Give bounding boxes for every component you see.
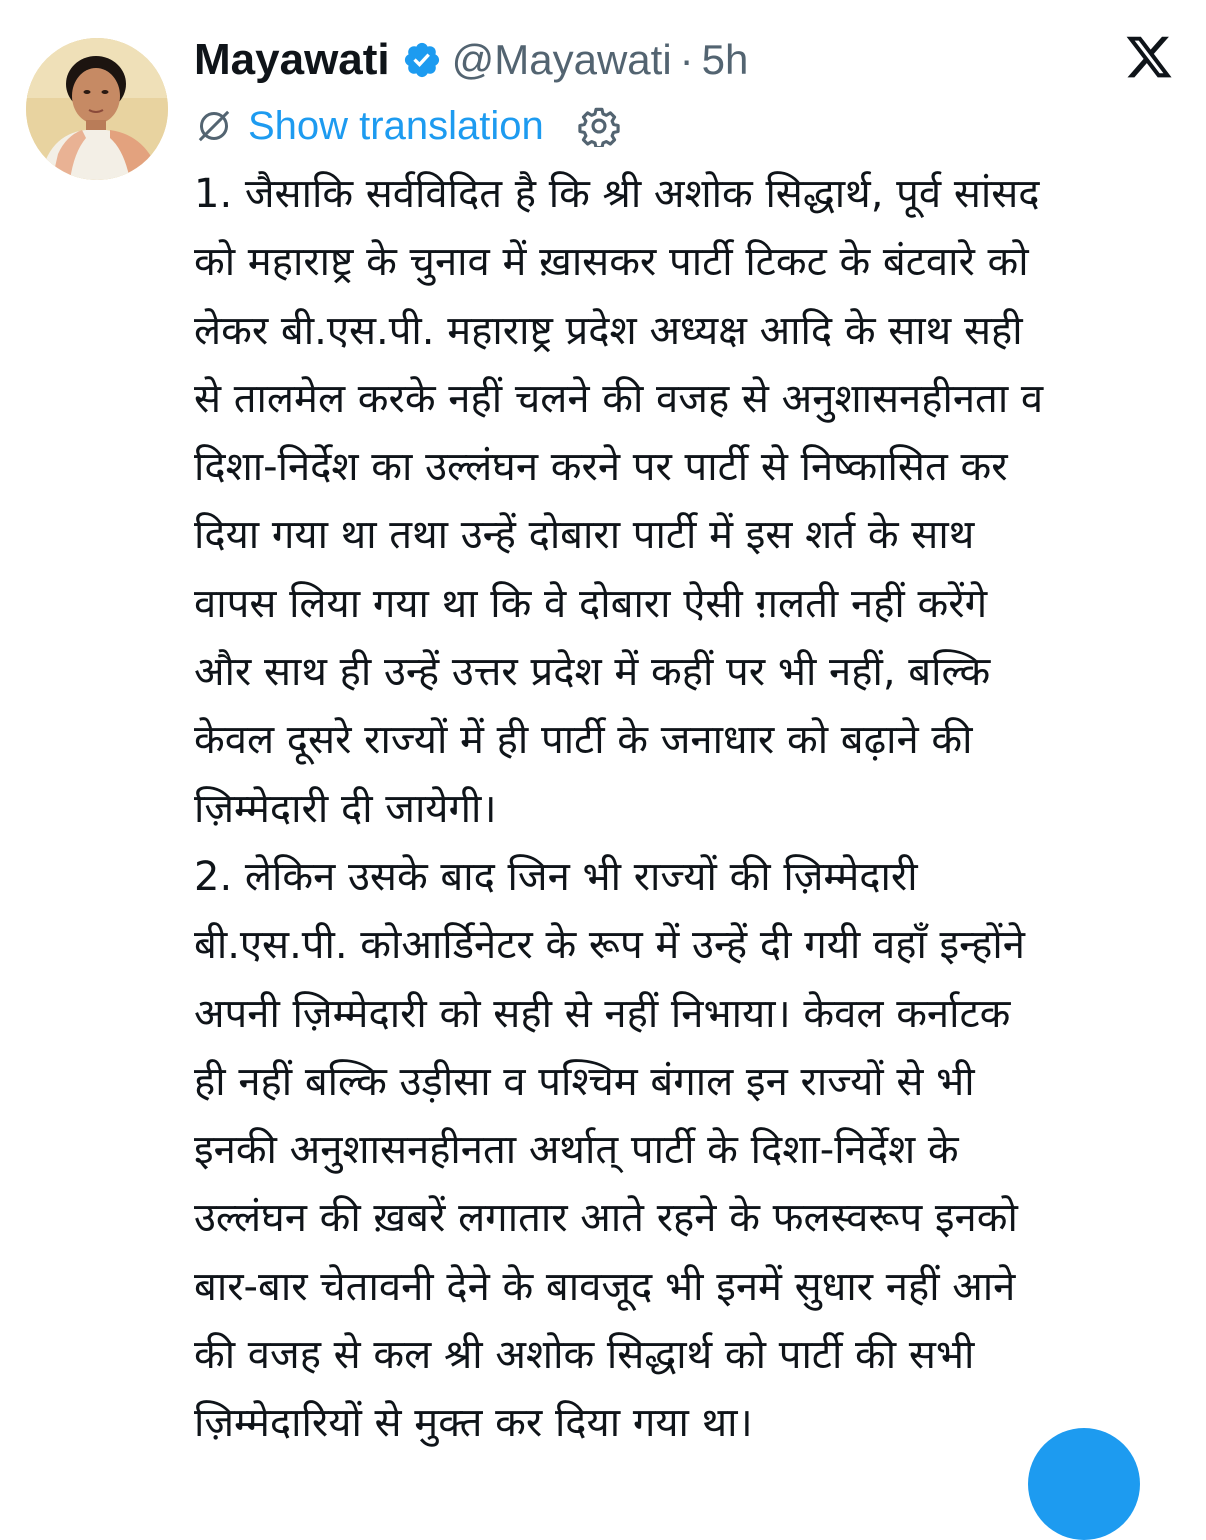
tweet-text xyxy=(194,160,1184,1458)
author-name[interactable]: Mayawati xyxy=(194,35,390,84)
author-handle[interactable]: @Mayawati xyxy=(451,36,672,83)
tweet-line: केवल दूसरे राज्यों में ही पार्टी के जनाधार को बढ़ाने की xyxy=(194,717,973,764)
avatar-photo xyxy=(26,38,168,180)
tweet-line: उल्लंघन की ख़बरें लगातार आते रहने के फलस्वरूप इनको xyxy=(194,1195,1018,1242)
tweet-line: की वजह से कल श्री अशोक सिद्धार्थ को पार्टी की सभी xyxy=(194,1332,975,1379)
tweet-line: बार-बार चेतावनी देने के बावजूद भी इनमें सुधार नहीं आने xyxy=(194,1263,1016,1310)
tweet-header xyxy=(194,30,748,90)
tweet-line: ज़िम्मेदारियों से मुक्त कर दिया गया था। xyxy=(194,1400,753,1447)
tweet-line: लेकर बी.एस.पी. महाराष्ट्र प्रदेश अध्यक्ष आदि के साथ सही xyxy=(194,307,1023,354)
translate-icon xyxy=(194,106,234,146)
tweet-line: वापस लिया गया था कि वे दोबारा ऐसी ग़लती नहीं करेंगे xyxy=(194,580,988,627)
tweet-line: अपनी ज़िम्मेदारी को सही से नहीं निभाया। केवल कर्नाटक xyxy=(194,990,1011,1037)
tweet-line: को महाराष्ट्र के चुनाव में ख़ासकर पार्टी टिकट के बंटवारे को xyxy=(194,239,1029,286)
tweet-line: 1. जैसाकि सर्वविदित है कि श्री अशोक सिद्धार्थ, पूर्व सांसद xyxy=(194,171,1040,217)
avatar[interactable] xyxy=(26,38,168,180)
translation-row xyxy=(194,100,620,152)
tweet-line: बी.एस.पी. कोआर्डिनेटर के रूप में उन्हें दी गयी वहाँ इन्होंने xyxy=(194,922,1025,969)
floating-action-button[interactable] xyxy=(1028,1428,1140,1540)
tweet-line: और साथ ही उन्हें उत्तर प्रदेश में कहीं पर भी नहीं, बल्कि xyxy=(194,649,991,696)
tweet-line: दिया गया था तथा उन्हें दोबारा पार्टी में इस शर्त के साथ xyxy=(194,512,975,559)
tweet-line: 2. लेकिन उसके बाद जिन भी राज्यों की ज़िम्मेदारी xyxy=(194,853,918,900)
tweet-line: दिशा-निर्देश का उल्लंघन करने पर पार्टी से निष्कासित कर xyxy=(194,444,1008,491)
verified-badge-icon xyxy=(402,40,442,80)
separator-dot: · xyxy=(679,36,694,83)
show-translation-link[interactable]: Show translation xyxy=(248,103,544,148)
tweet-line: से तालमेल करके नहीं चलने की वजह से अनुशासनहीनता व xyxy=(194,375,1044,422)
x-logo-icon[interactable] xyxy=(1124,32,1174,82)
tweet-line: इनकी अनुशासनहीनता अर्थात् पार्टी के दिशा-निर्देश के xyxy=(194,1127,959,1174)
tweet-line: ही नहीं बल्कि उड़ीसा व पश्चिम बंगाल इन राज्यों से भी xyxy=(194,1058,975,1105)
tweet-line: ज़िम्मेदारी दी जायेगी। xyxy=(194,785,497,832)
timestamp[interactable]: 5h xyxy=(701,36,749,83)
gear-icon[interactable] xyxy=(578,105,620,147)
